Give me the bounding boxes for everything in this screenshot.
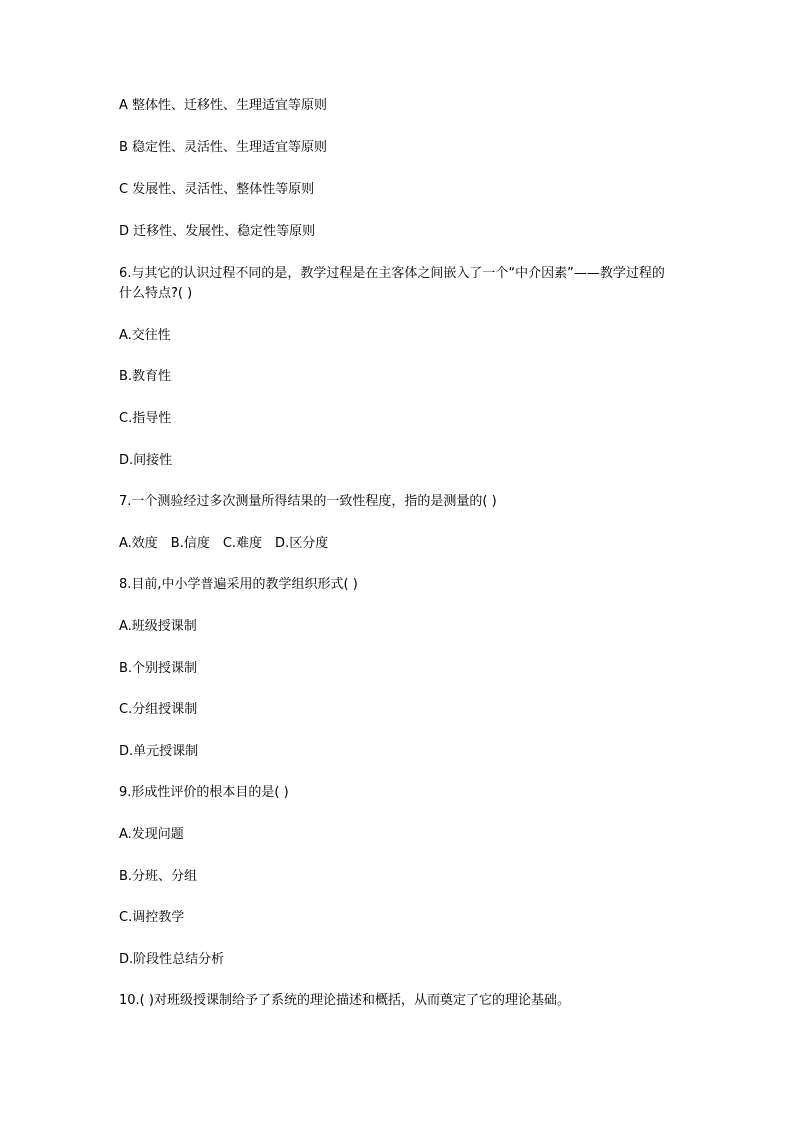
- q6-option-a: A.交往性: [119, 328, 171, 343]
- question-10: 10.( )对班级授课制给予了系统的理论描述和概括，从而奠定了它的理论基础。: [119, 993, 570, 1008]
- option-b-line: B 稳定性、灵活性、生理适宜等原则: [119, 140, 328, 155]
- q9-option-d: D.阶段性总结分析: [119, 952, 225, 967]
- option-d-line: D 迁移性、发展性、稳定性等原则: [119, 224, 316, 239]
- q8-option-d: D.单元授课制: [119, 744, 199, 759]
- q6-option-c: C.指导性: [119, 411, 172, 426]
- q9-option-b: B.分班、分组: [119, 869, 198, 884]
- option-c-line: C 发展性、灵活性、整体性等原则: [119, 182, 315, 197]
- q6-option-b: B.教育性: [119, 369, 172, 384]
- q9-option-a: A.发现问题: [119, 827, 184, 842]
- question-7: 7.一个测验经过多次测量所得结果的一致性程度，指的是测量的( ): [119, 494, 497, 509]
- q8-option-b: B.个别授课制: [119, 661, 198, 676]
- q7-options: A.效度 B.信度 C.难度 D.区分度: [119, 536, 329, 551]
- q6-option-d: D.间接性: [119, 453, 173, 468]
- question-8: 8.目前,中小学普遍采用的教学组织形式( ): [119, 577, 358, 592]
- q9-option-c: C.调控教学: [119, 910, 185, 925]
- option-a-line: A 整体性、迁移性、生理适宜等原则: [119, 98, 328, 113]
- question-9: 9.形成性评价的根本目的是( ): [119, 785, 289, 800]
- q8-option-a: A.班级授课制: [119, 619, 197, 634]
- q8-option-c: C.分组授课制: [119, 702, 198, 717]
- question-6: 6.与其它的认识过程不同的是，教学过程是在主客体之间嵌入了一个“中介因素”——教学过程的什么特点?( ): [119, 266, 665, 301]
